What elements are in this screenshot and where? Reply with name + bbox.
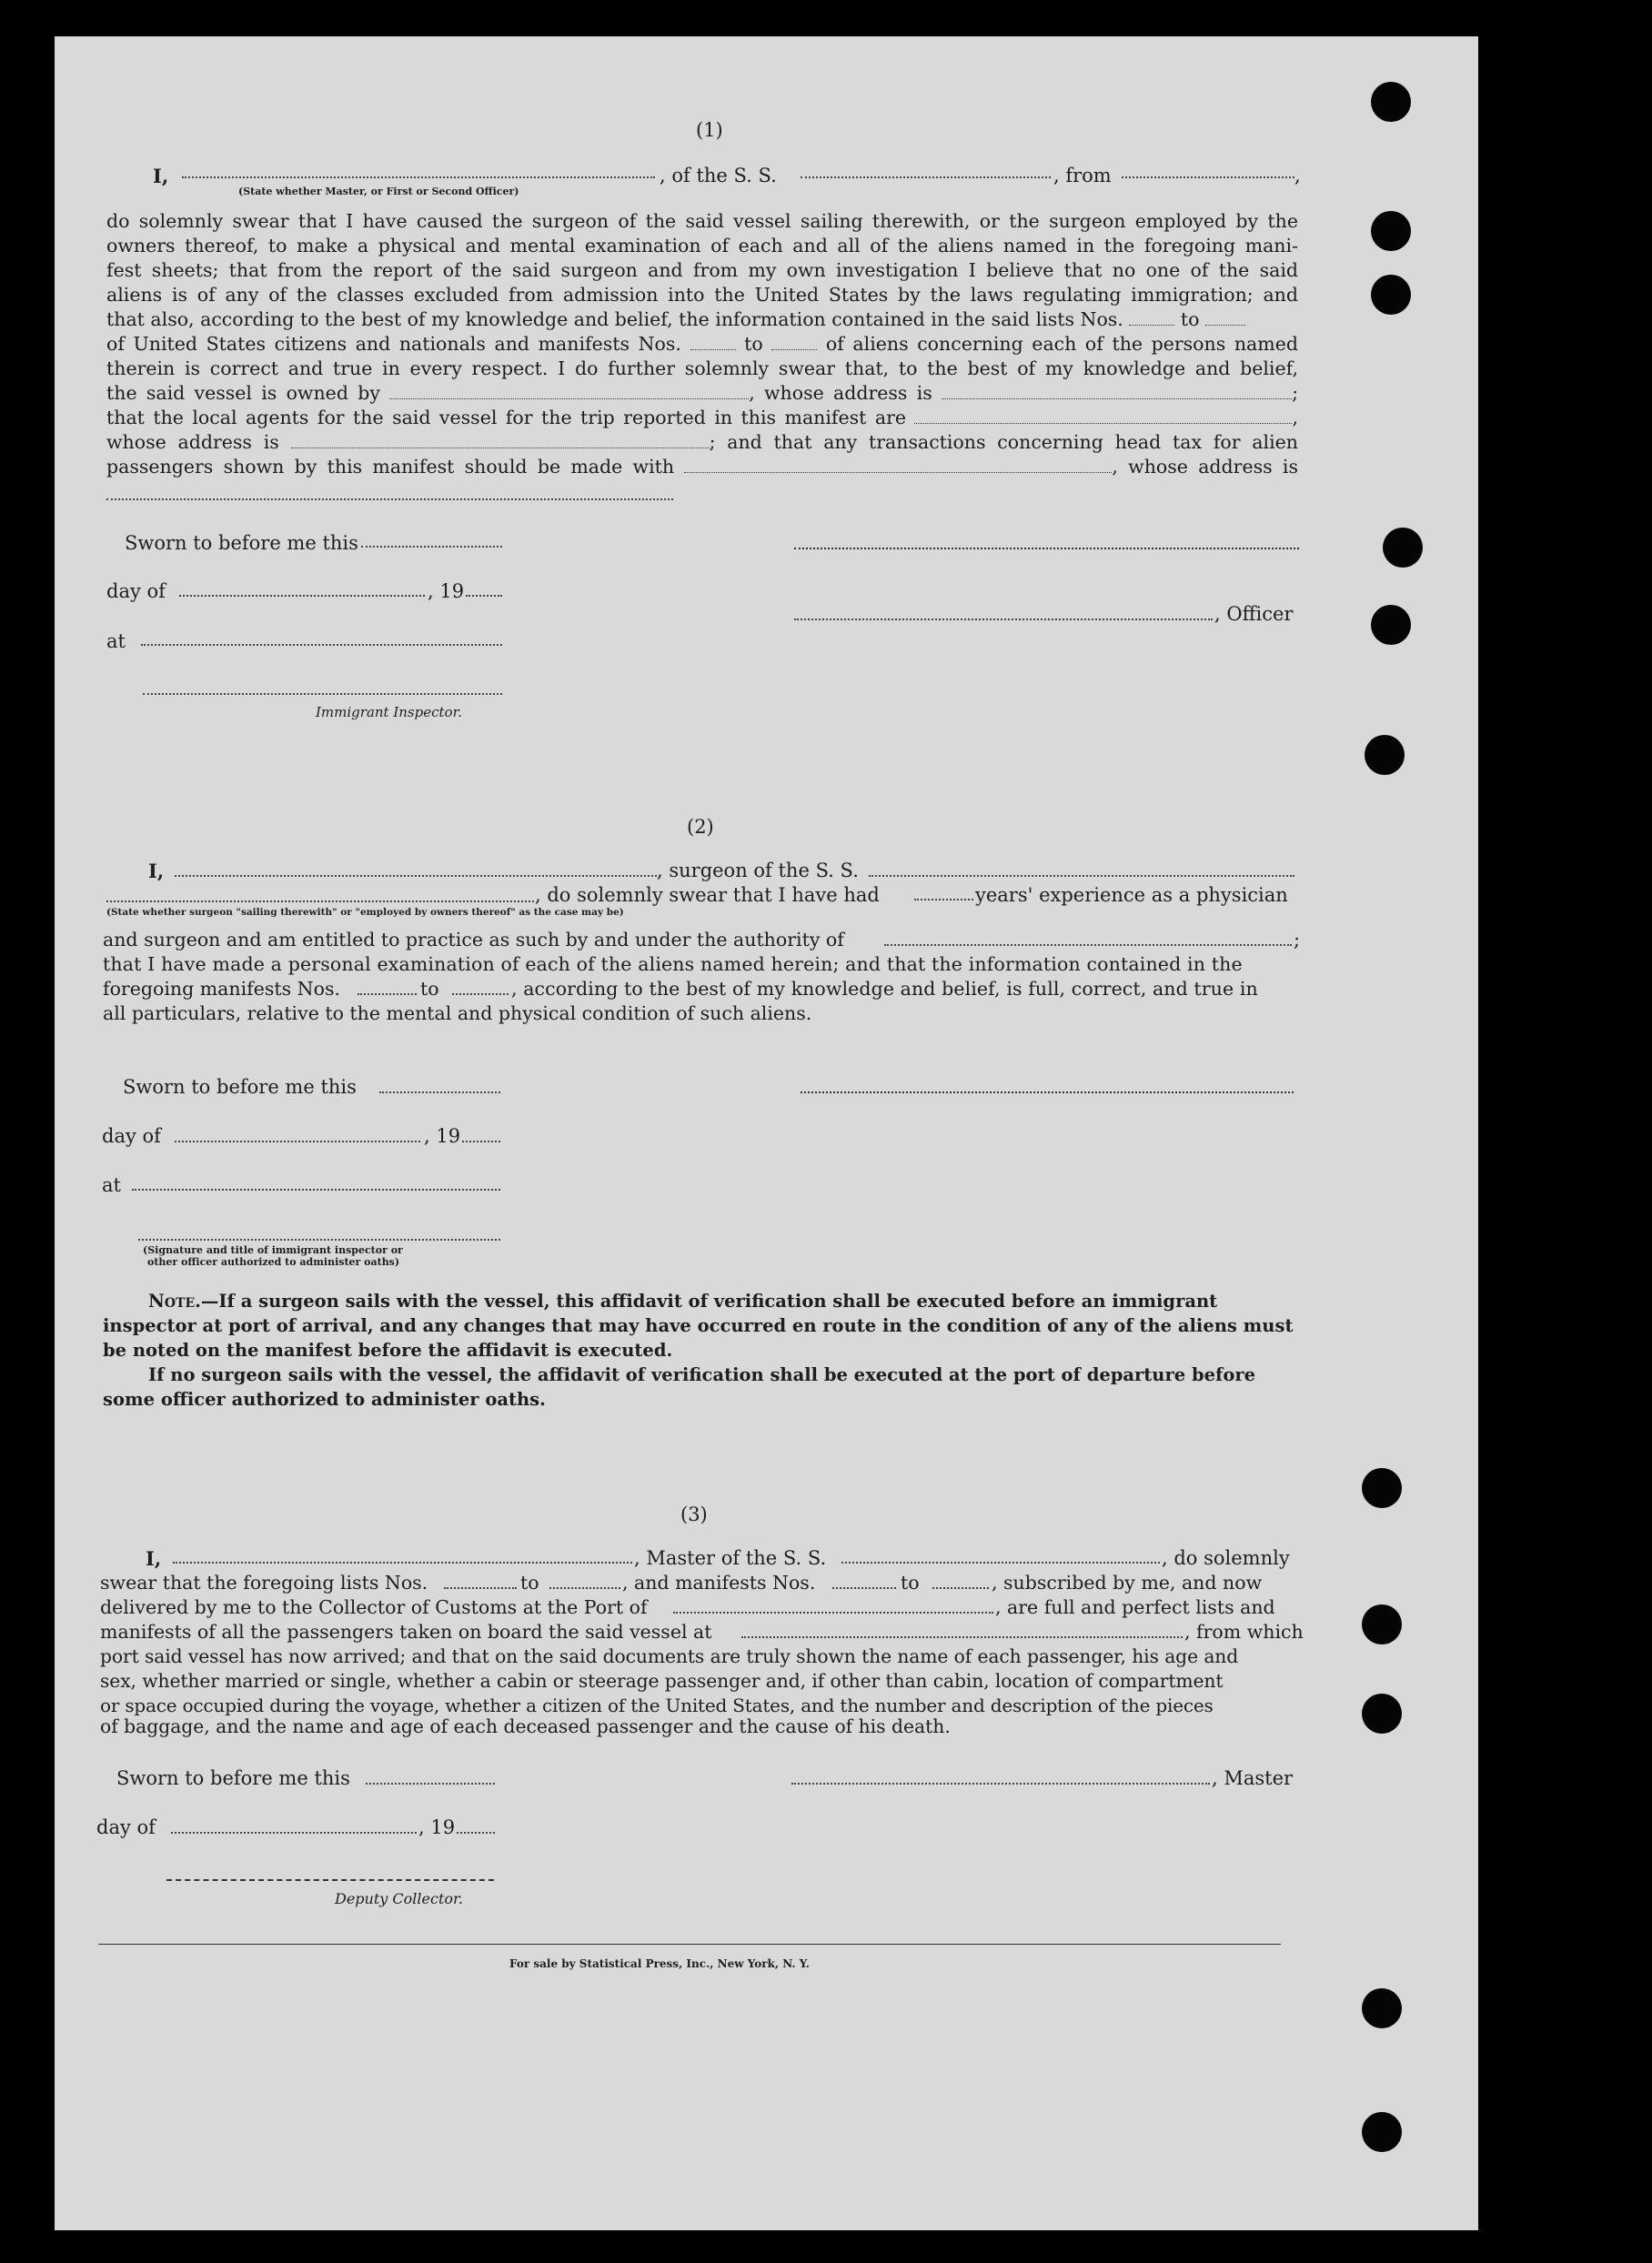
s2-note-line: be noted on the manifest before the affidavit is executed. [103,1340,673,1361]
s3-collector-caption: Deputy Collector. [335,1890,463,1907]
s2-note-line: some officer authorized to administer oaths. [103,1389,546,1410]
section-2-number: (2) [687,816,714,838]
s2-at-field[interactable] [132,1189,500,1191]
s2-line3a: foregoing manifests Nos. [103,978,340,1000]
s1-signature-line[interactable] [794,548,1299,549]
s1-text-line: aliens is of any of the classes excluded from admission into the United States by the laws regulating immigration; and [106,284,1298,306]
s3-l2a: swear that the foregoing lists Nos. [100,1572,428,1594]
s3-year-field[interactable] [457,1832,495,1834]
s1-text-line: that also, according to the best of my knowledge and belief, the information contained in the said lists Nos. [106,308,1123,330]
s3-manifests-to-field[interactable] [932,1587,989,1589]
s1-to: to [1180,308,1200,330]
s1-aliens-concerning: of aliens concerning each of the persons named [825,333,1298,355]
s3-l3a: delivered by me to the Collector of Customs at the Port of [100,1596,648,1618]
s1-whose-address: , whose address is [749,382,932,404]
s1-head-tax-address-field[interactable] [106,498,673,500]
s1-year-field[interactable] [466,595,502,597]
s1-at-field[interactable] [141,644,502,646]
binder-hole [1362,1694,1402,1734]
s3-month-field[interactable] [171,1832,417,1834]
s2-surgeon-name-field[interactable] [175,875,657,877]
s1-manifest-to-field[interactable] [771,344,817,350]
s3-l4a: manifests of all the passengers taken on board the said vessel at [100,1621,712,1643]
s2-inspector-signature-field[interactable] [138,1239,500,1241]
s3-l5: port said vessel has now arrived; and that on the said documents are truly shown the name of each passenger, his age and [100,1645,1239,1667]
s2-authority-field[interactable] [884,944,1292,946]
s1-text-line: fest sheets; that from the report of the said surgeon and from my own investigation I believe that no one of the said [106,259,1298,281]
s3-l2e: , subscribed by me, and now [992,1572,1263,1594]
s2-sworn-day-field[interactable] [379,1091,500,1093]
s2-note-line: inspector at port of arrival, and any changes that may have occurred en route in the condition of any of the aliens must [103,1315,1294,1336]
s1-agents-field[interactable] [914,417,1292,424]
s2-line2: that I have made a personal examination of each of the aliens named herein; and that the information contained in the [103,953,1243,975]
s3-master-signature-field[interactable] [791,1783,1210,1785]
section-3-number: (3) [680,1504,708,1525]
s3-l6: sex, whether married or single, whether a cabin or steerage passenger and, if other than cabin, location of compartment [100,1670,1224,1692]
s3-collector-signature-line[interactable] [166,1879,494,1881]
s1-text-line: of United States citizens and nationals and manifests Nos. [106,333,681,355]
s3-l2c: , and manifests Nos. [622,1572,816,1594]
binder-hole [1371,82,1411,122]
s3-sworn-day-field[interactable] [366,1783,495,1785]
s3-l3b: , are full and perfect lists and [995,1596,1275,1618]
footer-rule [98,1944,1281,1945]
s1-day-of-label: day of [106,580,166,602]
s1-text-line: therein is correct and true in every respect. I do further solemnly swear that, to the best of my knowledge and belief, [106,357,1298,379]
s1-line1-end: , [1294,165,1301,186]
s3-l2b: to [520,1572,539,1594]
s2-sig-caption-1: (Signature and title of immigrant inspector or [143,1244,403,1256]
s2-at-label: at [102,1174,121,1196]
s2-years-text: years' experience as a physician [975,884,1288,906]
binder-hole [1383,528,1423,568]
s2-note-label: Note. [148,1291,201,1312]
s1-comma: , [1292,407,1298,428]
s2-surgeon-of: , surgeon of the S. S. [657,860,859,881]
s1-text-line: do solemnly swear that I have caused the surgeon of the said vessel sailing therewith, or the surgeon employed by the [106,210,1298,232]
s3-port-field[interactable] [673,1612,993,1614]
s1-head-tax-party-field[interactable] [684,467,1112,473]
s2-do-swear: , do solemnly swear that I have had [535,884,880,906]
s2-note-text: —If a surgeon sails with the vessel, this affidavit of verification shall be executed before an immigrant [200,1291,1218,1312]
s3-l8: of baggage, and the name and age of each deceased passenger and the cause of his death. [100,1715,951,1737]
s2-manifest-to-field[interactable] [452,993,509,995]
s1-ship-name-field[interactable] [801,176,1051,178]
s3-year-label: , 19 [418,1816,456,1838]
binder-hole [1371,211,1411,251]
section-1-number: (1) [696,119,723,141]
s3-l1b: , Master of the S. S. [634,1547,827,1569]
s3-l7: or space occupied during the voyage, whether a citizen of the United States, and the number and description of the pieces [100,1695,1214,1716]
binder-hole [1371,605,1411,645]
s1-officer-signature-field[interactable] [794,619,1213,620]
s3-lists-to-field[interactable] [549,1587,620,1589]
s3-embark-port-field[interactable] [741,1636,1183,1638]
footer-printer: For sale by Statistical Press, Inc., New York, N. Y. [509,1957,810,1970]
binder-hole [1365,735,1405,775]
s1-semicolon: ; [1292,382,1298,404]
s2-ship-name-field[interactable] [869,875,1294,877]
s1-text-line: owners thereof, to make a physical and mental examination of each and all of the aliens named in the foregoing mani- [106,235,1298,256]
s1-lists-from-field[interactable] [1129,319,1174,326]
s3-day-of-label: day of [96,1816,156,1838]
s1-head-tax: ; and that any transactions concerning head tax for alien [709,431,1298,453]
s2-years-field[interactable] [914,899,973,900]
s1-year-label: , 19 [428,580,465,602]
s2-sig-caption-2: other officer authorized to administer oaths) [147,1256,400,1268]
s3-master-name-field[interactable] [173,1562,632,1564]
s3-master-label: , Master [1212,1767,1294,1789]
s1-inspector-caption: Immigrant Inspector. [316,704,462,720]
s1-agent-address-field[interactable] [291,442,710,448]
s2-signature-line[interactable] [801,1091,1294,1093]
s1-sworn-label: Sworn to before me this [125,532,358,554]
s2-line3c: , according to the best of my knowledge and belief, is full, correct, and true in [511,978,1258,1000]
s1-text-line: passengers shown by this manifest should be made with [106,456,675,478]
s3-manifests-from-field[interactable] [832,1587,896,1589]
s2-line4: all particulars, relative to the mental and physical condition of such aliens. [103,1002,812,1024]
s1-officer-label: , Officer [1214,603,1294,625]
s1-sworn-day-field[interactable] [361,546,502,548]
s2-line1: and surgeon and am entitled to practice as such by and under the authority of [103,929,844,950]
s2-year-label: , 19 [424,1125,461,1147]
s2-note-line: If no surgeon sails with the vessel, the affidavit of verification shall be executed at the port of departure before [148,1364,1256,1385]
s1-inspector-signature-field[interactable] [143,693,502,695]
s1-whose-address: , whose address is [1112,456,1298,478]
s3-l1a: I, [146,1547,162,1570]
s2-manifest-from-field[interactable] [358,993,417,995]
s1-to: to [744,333,763,355]
s1-line1-lead: I, [153,165,169,187]
s1-text-line: the said vessel is owned by [106,382,380,404]
s3-lists-from-field[interactable] [444,1587,517,1589]
s3-l2d: to [901,1572,920,1594]
s1-paragraph [106,209,1298,479]
s2-surgeon-type-field[interactable] [106,900,534,902]
s1-text-line: whose address is [106,431,279,453]
s1-month-field[interactable] [179,595,425,597]
s2-lead: I, [148,860,165,882]
s3-sworn-label: Sworn to before me this [116,1767,350,1789]
s2-month-field[interactable] [175,1141,420,1142]
s2-line3b: to [420,978,439,1000]
binder-hole [1362,1988,1402,2028]
s3-l4b: , from which [1184,1621,1304,1643]
binder-hole [1371,275,1411,315]
s2-semicolon: ; [1294,929,1301,950]
s3-l1c: , do solemnly [1162,1547,1290,1569]
s1-line1-ss: , of the S. S. [660,165,777,186]
binder-hole [1362,1604,1402,1644]
s1-at-label: at [106,630,126,652]
s1-rank-caption: (State whether Master, or First or Second Officer) [238,186,519,197]
s2-sworn-label: Sworn to before me this [123,1076,357,1098]
s1-officer-rank-field[interactable] [182,176,655,178]
s2-day-of-label: day of [102,1125,161,1147]
s1-text-line: that the local agents for the said vessel for the trip reported in this manifest are [106,407,907,428]
s2-note [103,1289,1294,1412]
binder-hole [1362,1468,1402,1508]
s2-year-field[interactable] [462,1141,500,1142]
s3-ship-name-field[interactable] [841,1562,1160,1564]
s1-line1-from: , from [1053,165,1112,186]
binder-hole [1362,2112,1402,2152]
s1-from-field[interactable] [1122,176,1294,178]
s1-owner-address-field[interactable] [942,393,1292,399]
s1-owner-field[interactable] [389,393,749,399]
s1-lists-to-field[interactable] [1205,319,1245,326]
s1-manifest-from-field[interactable] [690,344,736,350]
s2-type-caption: (State whether surgeon "sailing therewith" or "employed by owners thereof" as the case may be) [106,907,624,918]
